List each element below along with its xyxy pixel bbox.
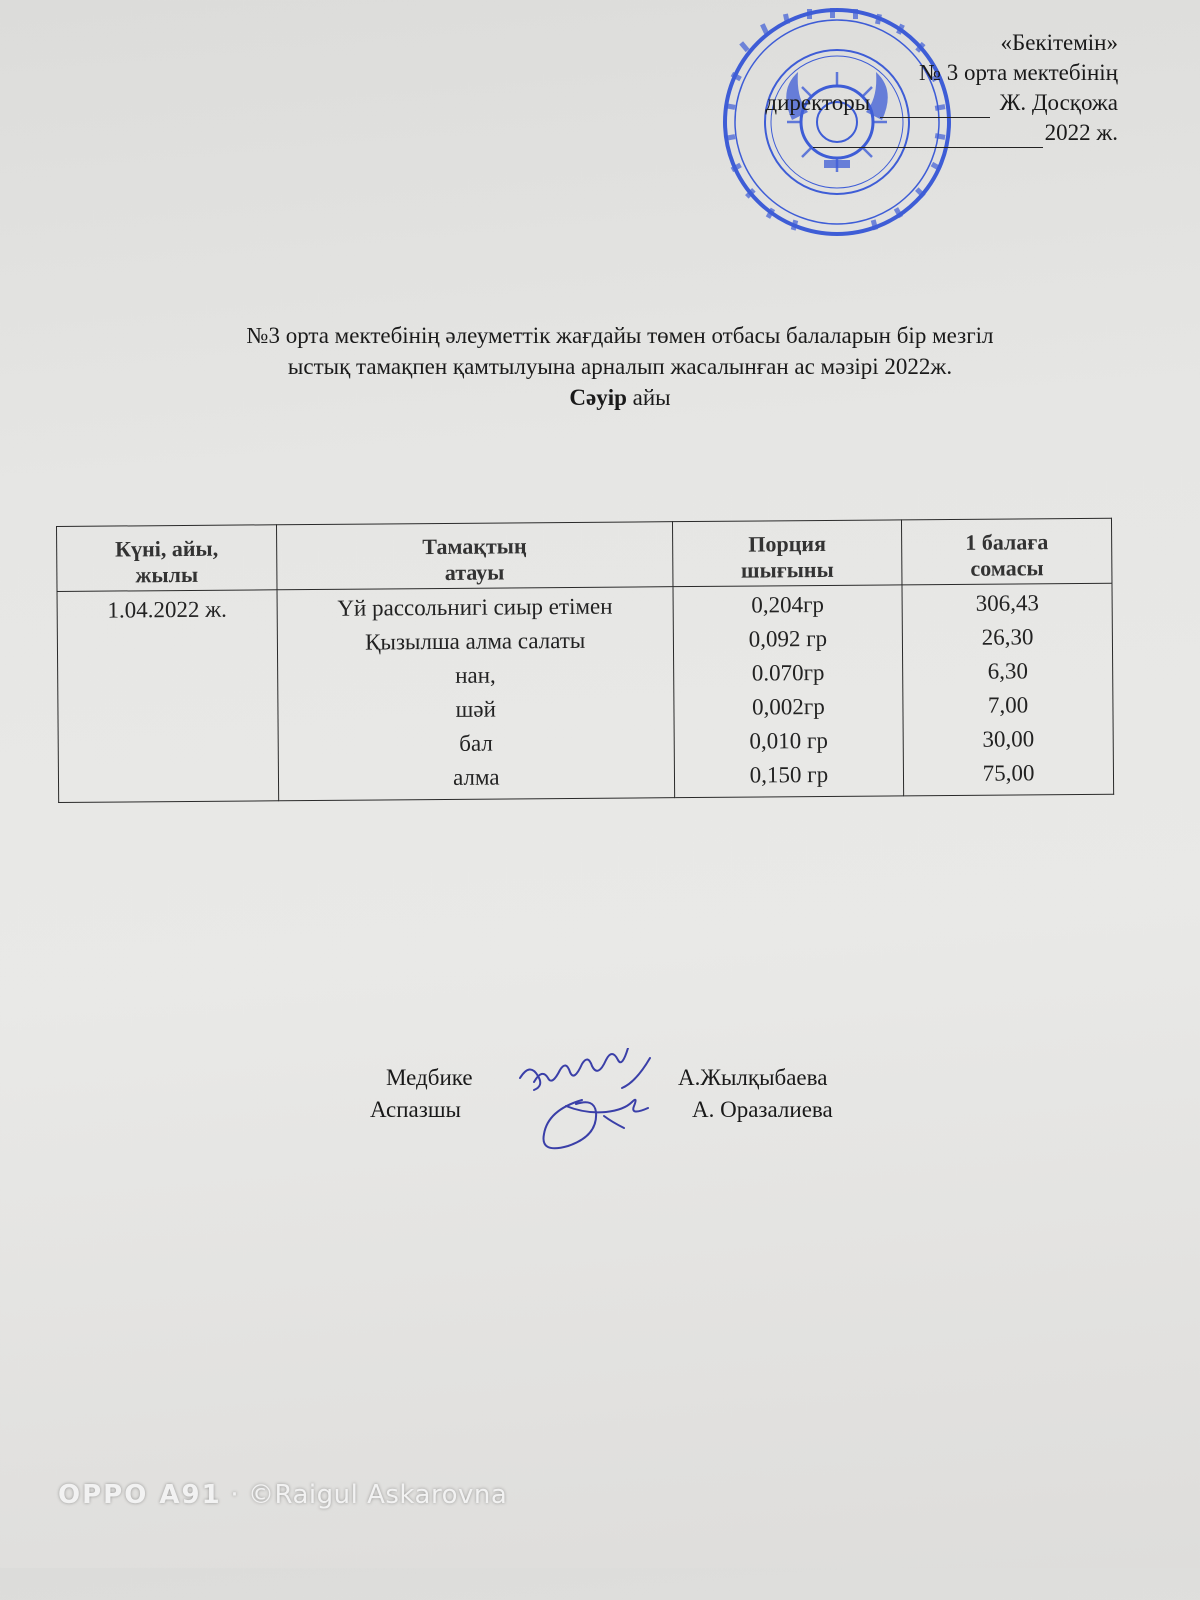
director-signature-blank: [880, 95, 990, 118]
portion-value: 0,002гр: [751, 693, 825, 720]
approval-date-line: [688, 118, 1118, 148]
approval-school-line: № 3 орта мектебінің: [919, 60, 1118, 85]
cost-value: 26,30: [981, 624, 1034, 650]
cost-value: 7,00: [987, 692, 1029, 718]
portion-value: 0.070гр: [751, 659, 825, 686]
cost-value: 30,00: [982, 726, 1035, 752]
camera-watermark: [58, 1480, 507, 1510]
title-line-1: №3 орта мектебінің әлеуметтік жағдайы төмен отбасы балаларын бір мезгіл: [246, 323, 994, 348]
nurse-name: А.Жылқыбаева: [678, 1065, 828, 1090]
portion-value: 0,150 гр: [749, 761, 829, 788]
dish-item: Үй рассольнигі сиыр етімен: [337, 593, 613, 621]
cook-name: А. Оразалиева: [692, 1097, 833, 1122]
table-header-row: [57, 518, 1112, 591]
director-label: директоры: [765, 90, 871, 115]
cost-value: 6,30: [987, 658, 1029, 684]
dish-item: Қызылша алма салаты: [364, 627, 586, 655]
cell-costs: [902, 583, 1113, 796]
approval-director-line: [688, 88, 1118, 118]
title-month: Сәуір: [569, 385, 627, 410]
director-name: Ж. Досқожа: [999, 90, 1118, 115]
dish-item: бал: [459, 730, 493, 756]
header-portion: Порция шығыны: [672, 520, 902, 587]
approval-date: 2022 ж.: [1044, 120, 1118, 145]
header-dish: Тамақтың атауы: [276, 522, 672, 590]
header-cost: 1 балаға сомасы: [902, 518, 1112, 585]
cell-dishes: [277, 587, 674, 801]
table-row: [57, 583, 1114, 802]
title-line-2: ыстық тамақпен қамтылуына арналып жасалынған ас мәзірі 2022ж.: [287, 354, 953, 379]
menu-table: [56, 518, 1114, 803]
portion-value: 0,092 гр: [748, 625, 828, 652]
date-blank: [813, 123, 1043, 148]
watermark-separator: ·: [221, 1480, 248, 1510]
cost-value: 306,43: [975, 590, 1040, 616]
approval-title: «Бекітемін»: [1000, 30, 1118, 55]
dish-item: нан,: [455, 662, 496, 688]
document-title: [90, 320, 1150, 413]
title-month-line: [90, 382, 1150, 413]
cook-role: Аспазшы: [370, 1097, 462, 1122]
portion-value: 0,010 гр: [749, 727, 829, 754]
cell-portions: [673, 585, 904, 798]
title-month-suffix: айы: [626, 385, 671, 410]
dish-item: шәй: [455, 696, 496, 722]
header-date: Күні, айы, жылы: [57, 525, 277, 592]
approval-block: [688, 28, 1118, 148]
handwritten-signatures: [512, 1048, 662, 1153]
watermark-brand: OPPO A91: [58, 1480, 222, 1510]
watermark-credit: ©Raigul Askarovna: [247, 1480, 508, 1510]
cell-date: 1.04.2022 ж.: [57, 590, 279, 803]
cost-value: 75,00: [982, 760, 1035, 786]
dish-item: алма: [452, 764, 500, 790]
nurse-role: Медбике: [386, 1065, 473, 1090]
portion-value: 0,204гр: [751, 591, 825, 618]
